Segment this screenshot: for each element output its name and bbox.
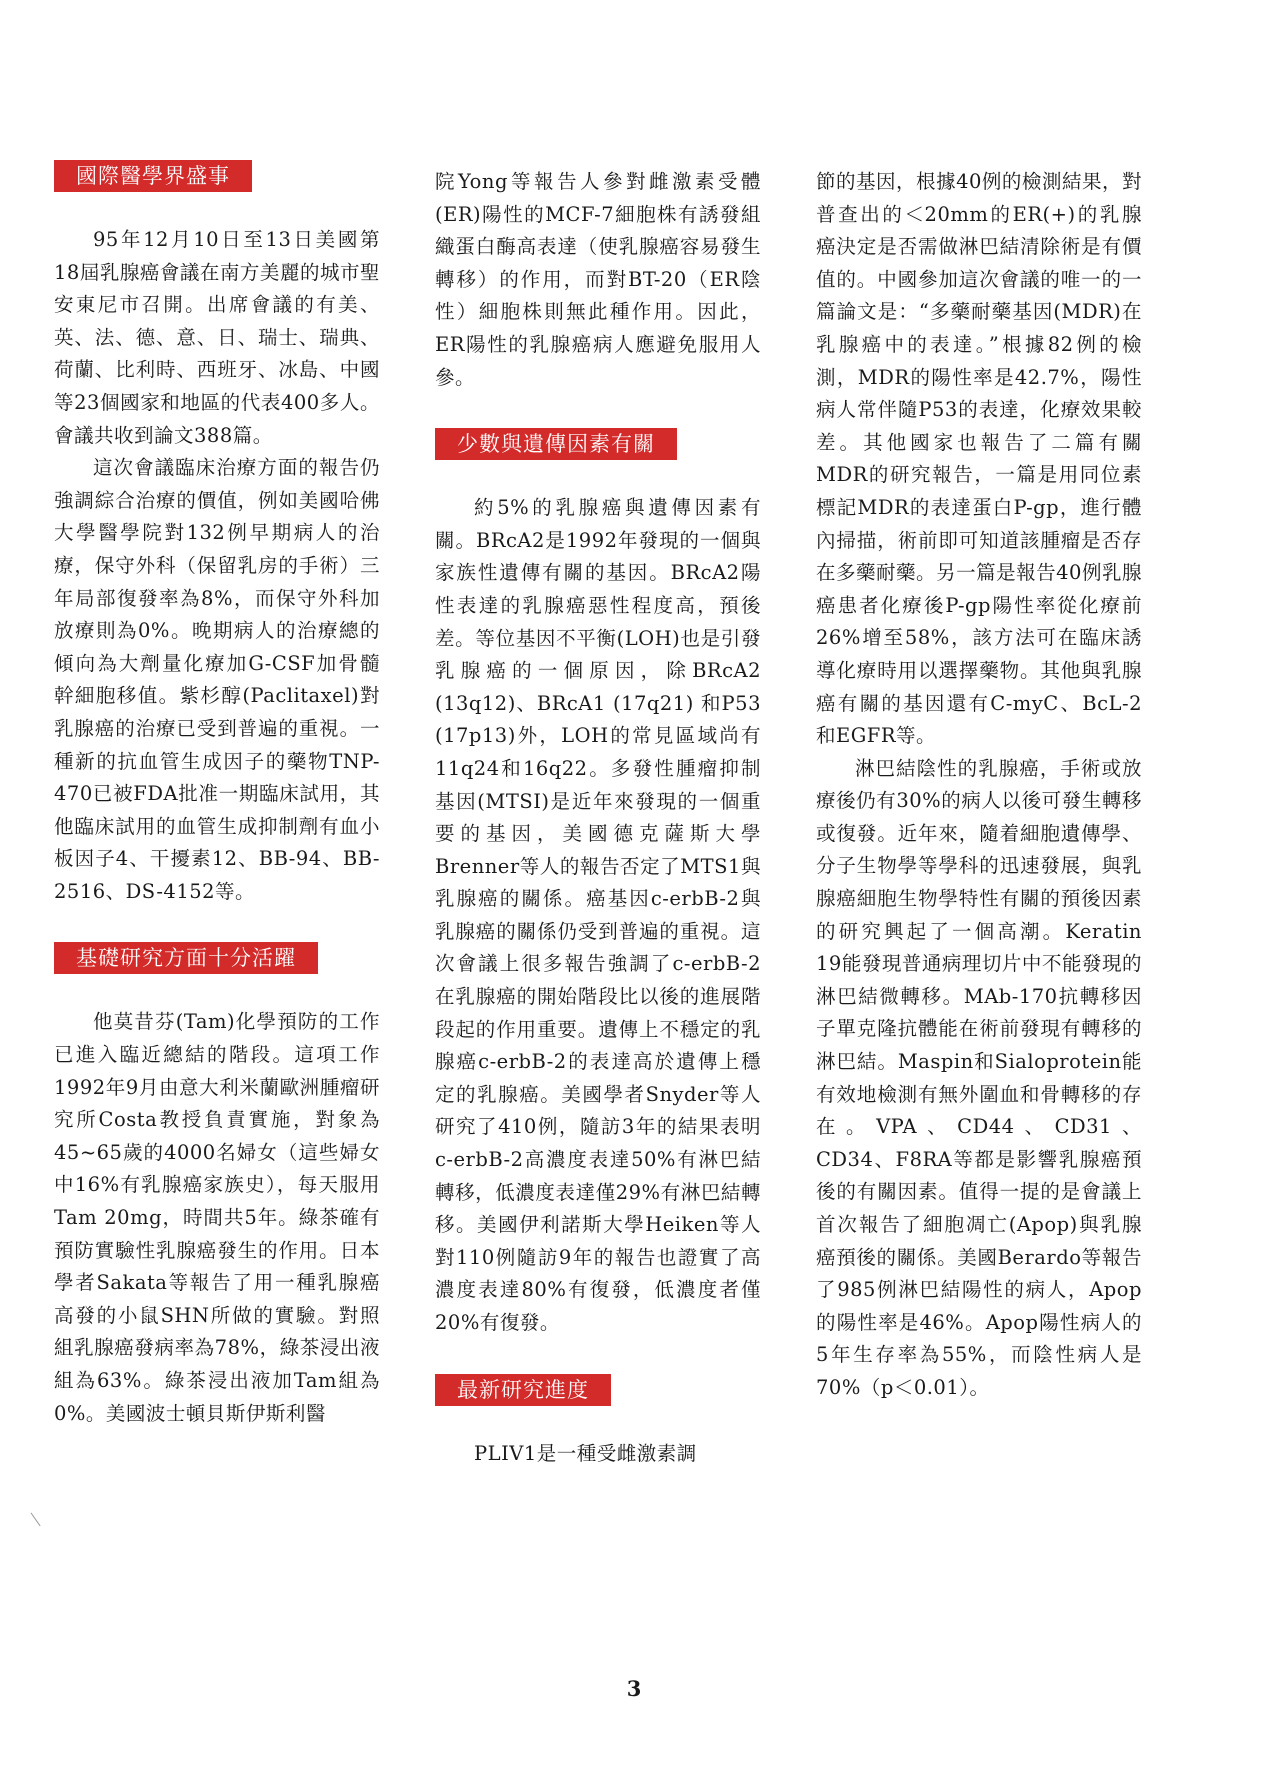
page-number: 3 [626,1676,642,1701]
section-heading-genetics: 少數與遺傳因素有關 [435,428,677,460]
paragraph-tamoxifen-prevention: 他莫昔芬(Tam)化學預防的工作已進入臨近總結的階段。這項工作1992年9月由意大利米蘭歐洲腫瘤研究所Costa教授負責實施，對象為45~65歲的4000名婦女（這些婦女中16%有乳腺癌家族史），每天服用Tam 20mg，時間共5年。綠茶確有預防實驗性乳腺癌發生的作用。日本學者Sakata等報告了用一種乳腺癌高發的小鼠SHN所做的實驗。對照組乳腺癌發病率為78%，綠茶浸出液組為63%。綠茶浸出液加Tam組為0%。美國波士頓貝斯伊斯利醫 [54,1010,380,1425]
column-1 [54,160,380,1430]
scan-artifact-mark [31,1506,51,1527]
column-3 [816,166,1142,1405]
paragraph-conference-intro: 95年12月10日至13日美國第18屆乳腺癌會議在南方美麗的城市聖安東尼市召開。出席會議的有美、英、法、德、意、日、瑞士、瑞典、荷蘭、比利時、西班牙、冰島、中國等23個國家和地區的代表400多人。會議共收到論文388篇。 [54,228,380,447]
section-heading-latest-research: 最新研究進度 [435,1374,611,1406]
paragraph-prognostic-factors: 淋巴結陰性的乳腺癌，手術或放療後仍有30%的病人以後可發生轉移或復發。近年來，隨着細胞遺傳學、分子生物學等學科的迅速發展，與乳腺癌細胞生物學特性有關的預後因素的研究興起了一個高潮。Keratin 19能發現普通病理切片中不能發現的淋巴結微轉移。MAb-170抗轉移因子單克隆抗體能在術前發現有轉移的淋巴結。Maspin和Sialoprotein能有效地檢測有無外圍血和骨轉移的存在。VPA、CD44、CD31、CD34、F8RA等都是影響乳腺癌預後的有關因素。值得一提的是會議上首次報告了細胞凋亡(Apop)與乳腺癌預後的關係。美國Berardo等報告了985例淋巴結陽性的病人，Apop的陽性率是46%。Apop陽性病人的5年生存率為55%，而陰性病人是70%（p＜0.01）。 [816,756,1142,1399]
column-2 [435,166,761,1470]
paragraph-ginseng-continued: 院Yong等報告人參對雌激素受體(ER)陽性的MCF-7細胞株有誘發組織蛋白酶高表達（使乳腺癌容易發生轉移）的作用，而對BT-20（ER陰性）細胞株則無此種作用。因此，ER陽性的乳腺癌病人應避免服用人參。 [435,170,761,389]
paragraph-genetic-factors: 約5%的乳腺癌與遺傳因素有關。BRcA2是1992年發現的一個與家族性遺傳有關的基因。BRcA2陽性表達的乳腺癌惡性程度高，預後差。等位基因不平衡(LOH)也是引發乳腺癌的一個原因，除BRcA2 (13q12)、BRcA1 (17q21) 和P53 (17p13)外，LOH的常見區域尚有11q24和16q22。多發性腫瘤抑制基因(MTSI)是近年來發現的一個重要的基因，美國德克薩斯大學Brenner等人的報告否定了MTS1與乳腺癌的關係。癌基因c-erbB-2與乳腺癌的關係仍受到普遍的重視。這次會議上很多報告強調了c-erbB-2在乳腺癌的開始階段比以後的進展階段起的作用重要。遺傳上不穩定的乳腺癌c-erbB-2的表達高於遺傳上穩定的乳腺癌。美國學者Snyder等人研究了410例，隨訪3年的結果表明c-erbB-2高濃度表達50%有淋巴結轉移，低濃度表達僅29%有淋巴結轉移。美國伊利諾斯大學Heiken等人對110例隨訪9年的報告也證實了高濃度表達80%有復發，低濃度者僅20%有復發。 [435,496,761,1334]
paragraph-clinical-treatment: 這次會議臨床治療方面的報告仍強調綜合治療的價值，例如美國哈佛大學醫學院對132例早期病人的治療，保守外科（保留乳房的手術）三年局部復發率為8%，而保守外科加放療則為0%。晚期病人的治療總的傾向為大劑量化療加G-CSF加骨髓幹細胞移值。紫杉醇(Paclitaxel)對乳腺癌的治療已受到普遍的重視。一種新的抗血管生成因子的藥物TNP-470已被FDA批准一期臨床試用，其他臨床試用的血管生成抑制劑有血小板因子4、干擾素12、BB-94、BB-2516、DS-4152等。 [54,456,380,903]
paragraph-pliv1-continued: 節的基因，根據40例的檢測結果，對普查出的＜20mm的ER(+)的乳腺癌決定是否需做淋巴結清除術是有價值的。中國參加這次會議的唯一的一篇論文是：“多藥耐藥基因(MDR)在乳腺癌中的表達。”根據82例的檢測，MDR的陽性率是42.7%，陽性病人常伴隨P53的表達，化療效果較差。其他國家也報告了二篇有關MDR的研究報告，一篇是用同位素標記MDR的表達蛋白P-gp，進行體內掃描，術前即可知道該腫瘤是否存在多藥耐藥。另一篇是報告40例乳腺癌患者化療後P-gp陽性率從化療前26%增至58%，該方法可在臨床誘導化療時用以選擇藥物。其他與乳腺癌有關的基因還有C-myC、BcL-2和EGFR等。 [816,170,1142,748]
paragraph-pliv1-start: PLIV1是一種受雌激素調 [474,1441,697,1465]
section-heading-conference: 國際醫學界盛事 [54,160,252,192]
section-heading-basic-research: 基礎研究方面十分活躍 [54,942,318,974]
